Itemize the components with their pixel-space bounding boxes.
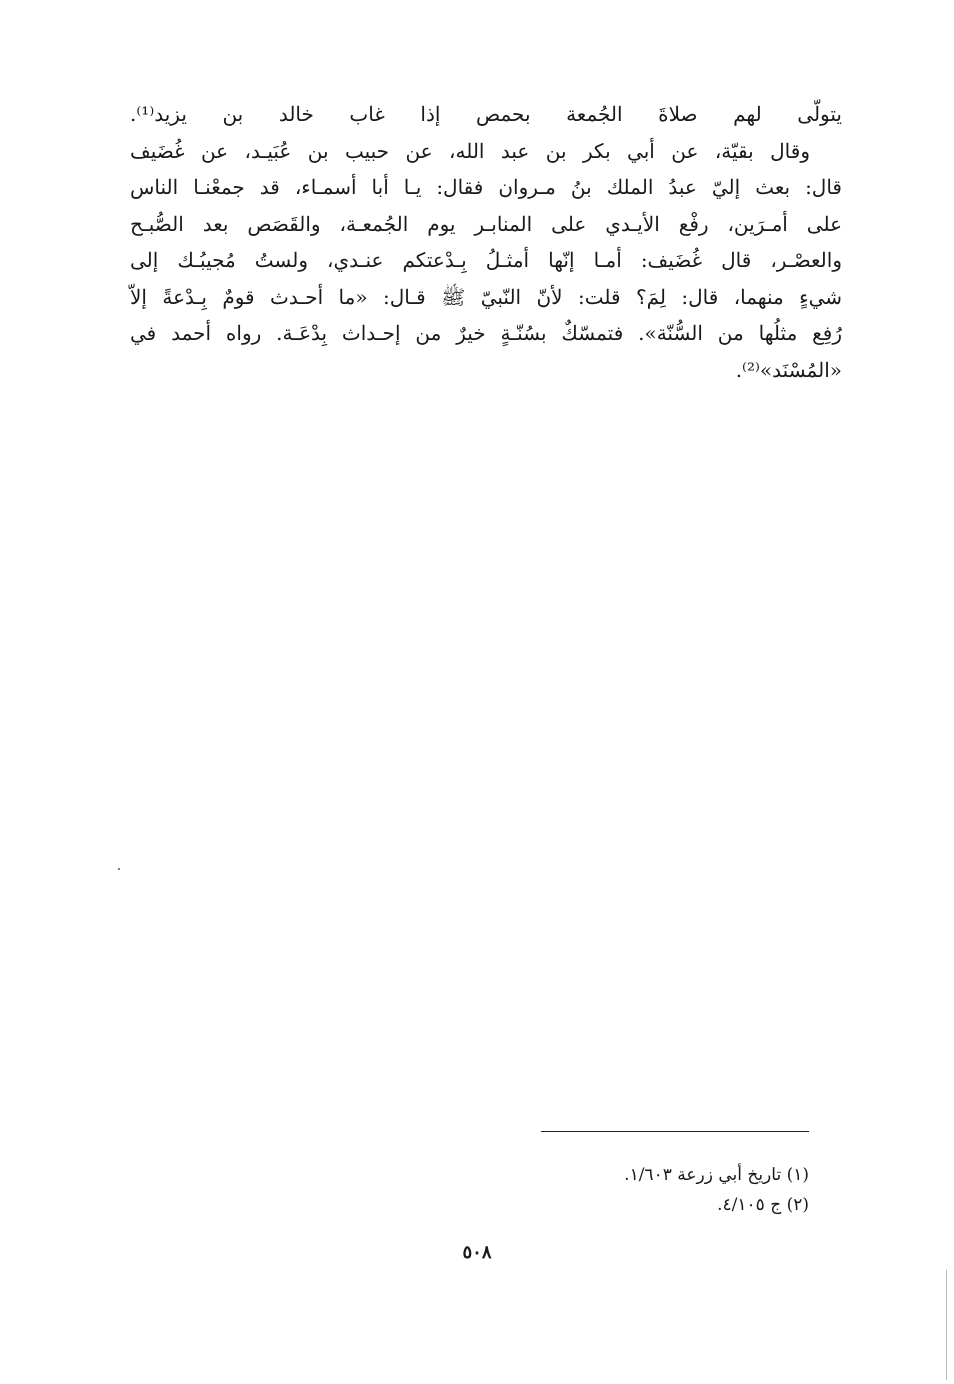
footnote-separator: [541, 1131, 809, 1132]
text-line-5: والعصْـر، قال غُضَيف: أمـا إنّها أمثـلُ بِـدْعتكم عنـدي، ولستُ مُجيبُـك إلى: [130, 248, 842, 272]
scan-speck: [118, 868, 120, 870]
text-line-8: «المُسْنَد»⁽²⁾.: [735, 357, 842, 382]
text-line-6: شيءٍ منهما، قال: لِمَ؟ قلت: لأنّ النّبيّ ﷺ قـال: «ما أحـدث قومٌ بِـدْعةً إلاّ: [130, 284, 842, 309]
text-line-1: يتولّى لهم صلاةَ الجُمعة بحمص إذا غاب خالد بن يزيد⁽¹⁾.: [130, 102, 842, 126]
text-line-2: وقال بقيّة، عن أبي بكر بن عبد الله، عن حبيب بن عُبَيـد، عن غُضَيف: [130, 138, 810, 163]
scan-edge-line: [946, 1270, 947, 1380]
page-number: ٥٠٨: [462, 1242, 492, 1263]
footnote-2: (٢) ج ٤/١٠٥.: [717, 1195, 809, 1215]
text-line-3: قال: بعث إليّ عبدُ الملك بنُ مـروان فقال: يـا أبا أسمـاء، قد جمعْنـا الناس: [130, 175, 842, 199]
text-line-4: على أمـرَين، رفْع الأيـدي على المنابـر يوم الجُمعـة، والقَصَص بعد الصُّبـح: [130, 211, 842, 236]
main-text-block: [130, 96, 842, 388]
text-line-7: رُفِع مثلُها من السُّنّة». فتمسّكٌ بسُنّـةٍ خيرٌ من إحـداث بِدْعَـة. رواه أحمد في: [130, 321, 842, 345]
footnotes: [624, 1160, 809, 1220]
footnote-1: (١) تاريخ أبي زرعة ١/٦٠٣.: [624, 1165, 809, 1185]
